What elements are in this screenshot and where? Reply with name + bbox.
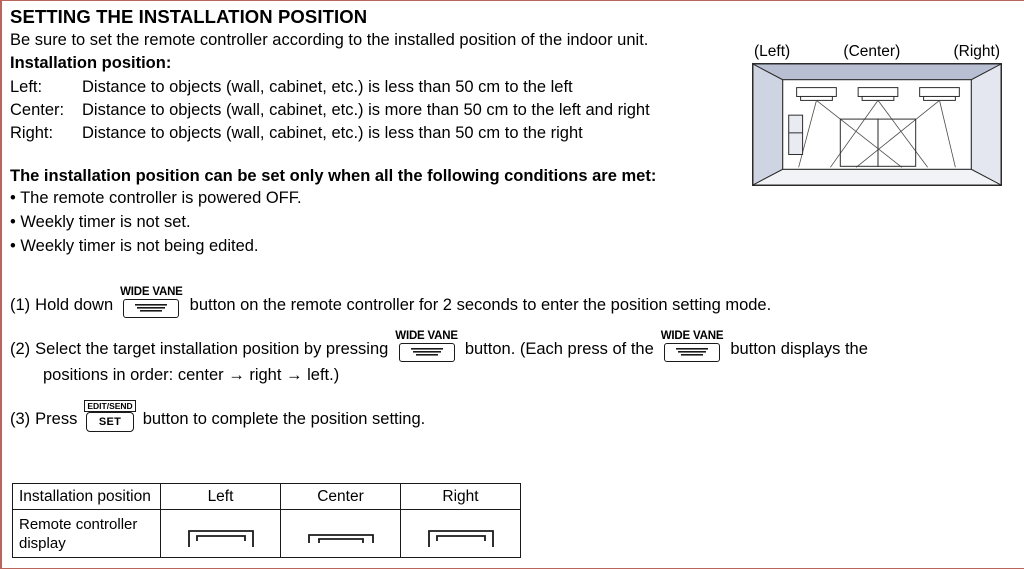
set-button[interactable] [84,400,135,432]
step-2-text-middle: button. (Each press of the [464,340,654,358]
display-icon-right-cell [401,510,521,558]
room-diagram [752,43,1002,186]
wide-vane-icon [123,299,179,318]
step-1-text-before: Hold down [35,296,114,314]
wide-vane-button-caption: WIDE VANE [395,330,458,342]
header-installation-position: Installation position [13,484,161,510]
header-left: Left [161,484,281,510]
wide-vane-button-2[interactable] [395,330,458,362]
list-item: • Weekly timer is not set. [10,213,191,231]
row-label-remote-controller-display [13,510,161,558]
step-2-second-line: positions in order: center → right → left.) [43,366,340,384]
intro-text: Be sure to set the remote controller according to the installed position of the indoor unit. [10,31,649,49]
wide-vane-button-caption: WIDE VANE [120,286,183,298]
step-1 [10,286,1018,318]
display-table [12,483,521,558]
position-text-center: Distance to objects (wall, cabinet, etc.) is more than 50 cm to the left and right [82,101,650,119]
installation-position-heading: Installation position: [10,54,172,72]
wide-vane-button-3[interactable] [661,330,724,362]
step-3-text-after: button to complete the position setting. [142,410,426,428]
header-right: Right [401,484,521,510]
vane-display-right-icon [419,517,503,551]
set-button-label: SET [86,412,134,432]
step-1-text-after: button on the remote controller for 2 seconds to enter the position setting mode. [189,296,772,314]
step-3-number: (3) [10,410,31,428]
vane-display-left-icon [179,517,263,551]
edit-send-label: EDIT/SEND [84,400,135,412]
table-header-row [13,484,521,510]
list-item: • The remote controller is powered OFF. [10,189,302,207]
wide-vane-button-caption: WIDE VANE [660,330,724,342]
conditions-heading: The installation position can be set only when all the following conditions are met: [10,167,657,185]
wide-vane-icon [664,343,720,362]
position-label-right: Right: [10,124,54,142]
position-text-right: Distance to objects (wall, cabinet, etc.) is less than 50 cm to the right [82,124,583,142]
header-center: Center [281,484,401,510]
row-label-line-2: display [19,534,66,552]
wide-vane-button-1[interactable] [120,286,183,318]
list-item: • Weekly timer is not being edited. [10,237,259,255]
diagram-caption-left: (Left) [754,43,791,60]
display-icon-left-cell [161,510,281,558]
step-3-text-before: Press [35,410,78,428]
diagram-caption-right: (Right) [953,43,1000,60]
position-text-left: Distance to objects (wall, cabinet, etc.) is less than 50 cm to the left [82,78,573,96]
position-label-center: Center: [10,101,65,119]
step-2-number: (2) [10,340,31,358]
page-title: SETTING THE INSTALLATION POSITION [10,6,368,27]
wide-vane-icon [399,343,455,362]
step-2-text-before: Select the target installation position by pressing [35,340,389,358]
steps-block [10,286,1018,432]
row-label-line-1: Remote controller [19,515,138,533]
position-label-left: Left: [10,78,43,96]
display-icon-center-cell [281,510,401,558]
step-1-number: (1) [10,296,31,314]
step-2-text-after: button displays the [730,340,868,358]
room-illustration [752,63,1002,186]
table-row [13,510,521,558]
diagram-captions [752,43,1002,63]
vane-display-center-icon [299,517,383,551]
step-2 [10,330,1018,388]
diagram-caption-center: (Center) [843,43,901,60]
step-3 [10,400,1018,432]
